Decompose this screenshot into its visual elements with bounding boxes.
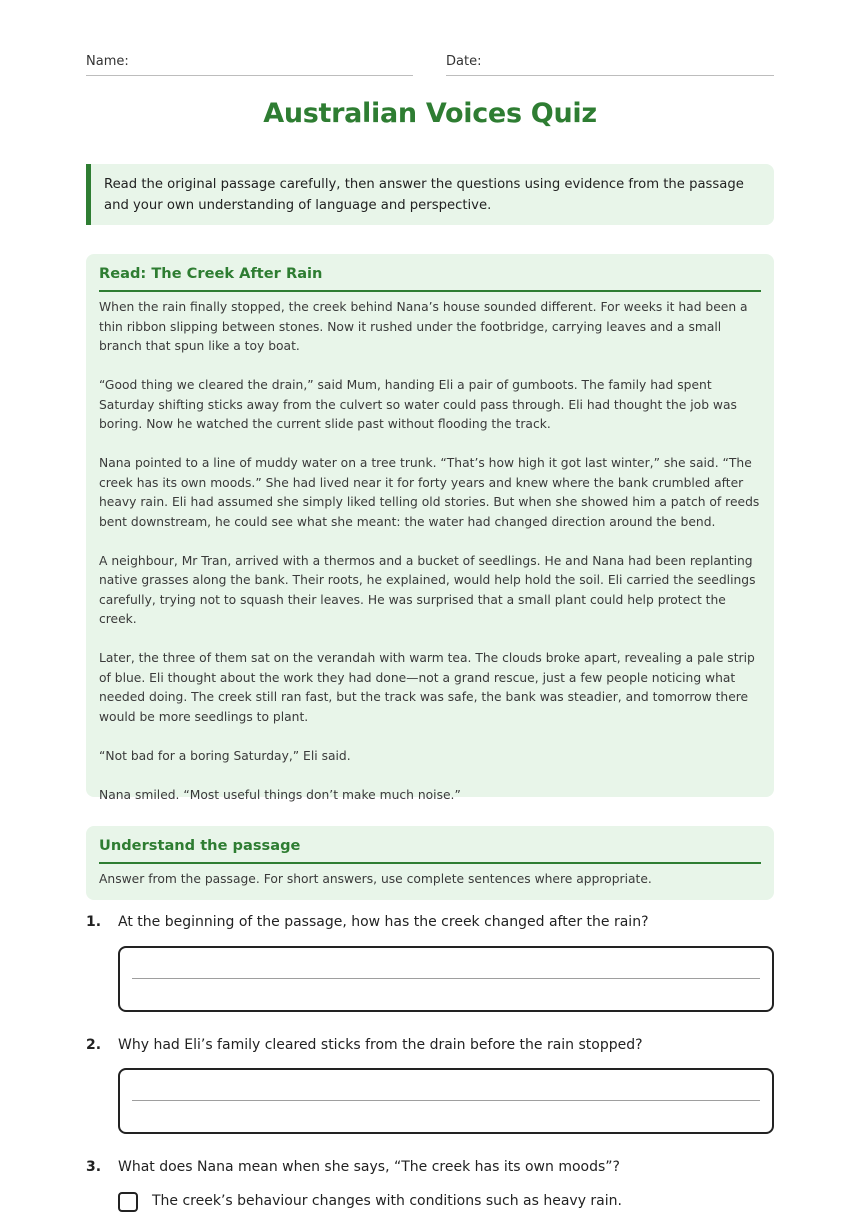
passage-paragraph: When the rain finally stopped, the creek behind Nana’s house sounded different. For weeks it had been a thin ribbon slipping between stones. Now it rushed under the footbridge, carrying leaves and a small branch that spun like a toy boat. <box>99 300 748 353</box>
passage-paragraph: A neighbour, Mr Tran, arrived with a thermos and a bucket of seedlings. He and Nana had been replanting native grasses along the bank. Their roots, he explained, would help hold the soil. Eli carried the seedlings carefully, trying not to squash their leaves. He was surprised that a small plant could help protect the creek. <box>99 553 756 626</box>
passage-paragraph: “Not bad for a boring Saturday,” Eli said. <box>99 748 351 763</box>
reading-passage <box>86 254 774 802</box>
question-number: 1. <box>86 914 102 930</box>
checkbox[interactable] <box>118 1192 138 1212</box>
passage-paragraph: Nana smiled. “Most useful things don’t make much noise.” <box>99 787 461 802</box>
answer-line <box>132 1100 760 1101</box>
question-text: What does Nana mean when she says, “The creek has its own moods”? <box>118 1159 620 1175</box>
name-label: Name: <box>86 54 129 69</box>
answer-box[interactable] <box>118 946 774 1012</box>
answer-line <box>132 978 760 979</box>
question-text: Why had Eli’s family cleared sticks from the drain before the rain stopped? <box>118 1037 643 1053</box>
quiz-title: Australian Voices Quiz <box>263 98 597 129</box>
passage-paragraph: Nana pointed to a line of muddy water on a tree trunk. “That’s how high it got last winter,” she said. “The creek has its own moods.” She had lived near it for forty years and knew where the bank crumbled after heavy rain. Eli had assumed she simply liked telling old stories. But when she showed him a patch of reeds bent downstream, he could see what she meant: the water had changed direction around the bend. <box>99 456 760 529</box>
answer-option[interactable] <box>118 1192 774 1216</box>
instructions-callout: Read the original passage carefully, then answer the questions using evidence from the passage and your own understanding of language and perspective. <box>86 164 774 225</box>
option-label: The creek’s behaviour changes with conditions such as heavy rain. <box>152 1193 622 1209</box>
student-details <box>86 54 774 76</box>
passage-paragraph: Later, the three of them sat on the verandah with warm tea. The clouds broke apart, revealing a pale strip of blue. Eli thought about the work they had done—not a grand rescue, just a few people noticing what needed doing. The creek still ran fast, but the track was safe, the bank was steadier, and tomorrow there would be more seedlings to plant. <box>99 651 755 724</box>
passage-paragraph: “Good thing we cleared the drain,” said Mum, handing Eli a pair of gumboots. The family had spent Saturday shifting sticks away from the culvert so water could pass through. Eli had thought the job was boring. Now he watched the current slide past without flooding the track. <box>99 378 737 431</box>
name-field[interactable] <box>86 54 413 76</box>
date-field[interactable] <box>446 54 774 76</box>
question-number: 3. <box>86 1159 102 1175</box>
question-number: 2. <box>86 1037 102 1053</box>
answer-box[interactable] <box>118 1068 774 1134</box>
date-label: Date: <box>446 54 482 69</box>
question-text: At the beginning of the passage, how has the creek changed after the rain? <box>118 914 649 930</box>
section-heading: Understand the passage <box>99 836 761 864</box>
section-instructions: Answer from the passage. For short answers, use complete sentences where appropriate. <box>99 872 652 886</box>
passage-heading: Read: The Creek After Rain <box>99 264 761 292</box>
section-header-understand <box>86 826 774 900</box>
